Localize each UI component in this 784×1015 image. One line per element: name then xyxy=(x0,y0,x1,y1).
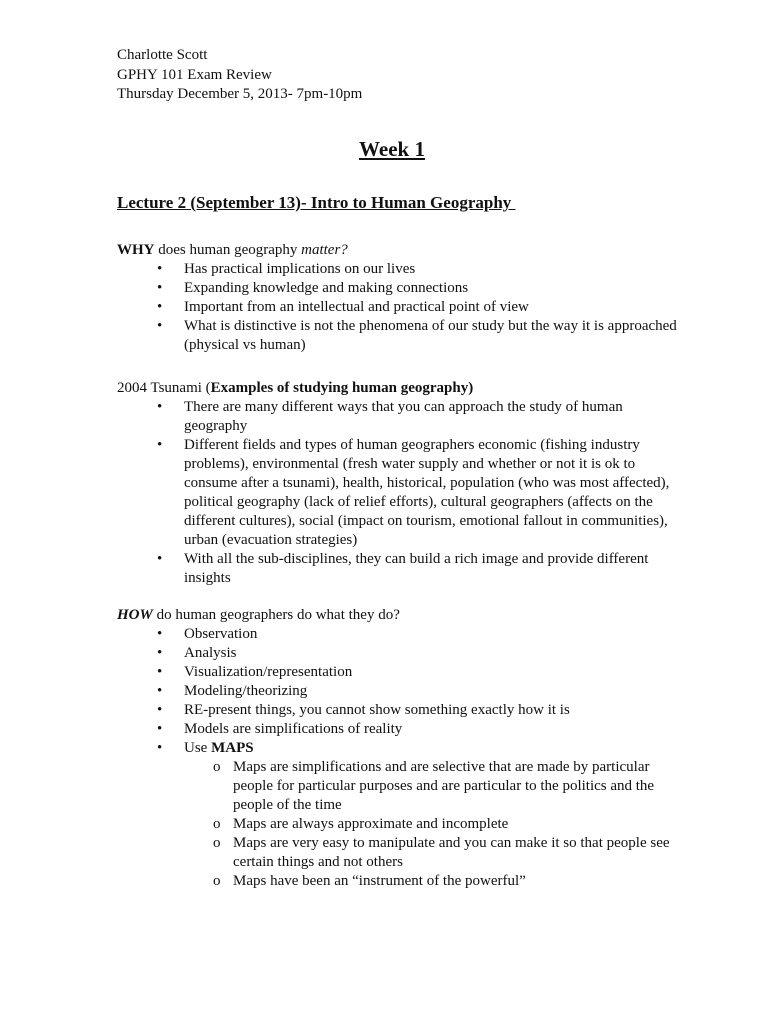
how-heading: HOW do human geographers do what they do? xyxy=(117,607,400,623)
list-item: • Use MAPS o Maps are simplifications and are selective that are made by particular people for particular purposes and are particular to the politics and the people of the time o Maps are always approximate and incomplete o Maps are very easy to manipulate and you can make it so that people see certain things and not others o Maps have been an “instrument of the powerful” xyxy=(117,739,677,891)
list-item: • With all the sub-disciplines, they can build a rich image and provide different insights xyxy=(157,551,649,586)
bullet-icon: • xyxy=(157,551,163,567)
list-item: • Different fields and types of human geographers economic (fishing industry problems), environmental (fresh water supply and whether or not it is ok to consume after a tsunami), health, historical, population (who was most affected), political geography (lack of relief efforts), cultural geographers (affects on the different cultures), social (impact on tourism, emotional fallout in communities), urban (evacuation strategies) xyxy=(157,437,670,548)
hollow-bullet-icon: o xyxy=(213,835,221,851)
list-item: • Modeling/theorizing xyxy=(157,683,308,699)
bullet-icon: • xyxy=(157,318,163,334)
sub-list-item: o Maps are simplifications and are selective that are made by particular people for particular purposes and are particular to the politics and the people of the time xyxy=(213,759,655,813)
sub-list-item: o Maps have been an “instrument of the powerful” xyxy=(213,873,526,889)
bullet-icon: • xyxy=(157,702,163,718)
bullet-icon: • xyxy=(157,740,163,756)
author-name: Charlotte Scott xyxy=(117,47,208,63)
why-heading: WHY does human geography matter? xyxy=(117,242,348,258)
tsunami-section xyxy=(117,379,677,588)
course-title: GPHY 101 Exam Review xyxy=(117,66,272,83)
maps-sublist xyxy=(184,758,677,891)
bullet-icon: • xyxy=(157,399,163,415)
list-item: • Analysis xyxy=(157,645,237,661)
list-item: • Observation xyxy=(157,626,258,642)
bullet-icon: • xyxy=(157,261,163,277)
list-item: • Important from an intellectual and practical point of view xyxy=(157,299,529,315)
bullet-icon: • xyxy=(157,683,163,699)
list-item: • Visualization/representation xyxy=(157,664,353,680)
lecture-title: Lecture 2 (September 13)- Intro to Human Geography xyxy=(117,193,516,212)
sub-list-item: o Maps are very easy to manipulate and you can make it so that people see certain things and not others xyxy=(213,835,670,870)
bullet-icon: • xyxy=(157,721,163,737)
sub-list-item: o Maps are always approximate and incomplete xyxy=(213,816,509,832)
list-item: • Expanding knowledge and making connections xyxy=(157,280,469,296)
bullet-icon: • xyxy=(157,299,163,315)
bullet-icon: • xyxy=(157,626,163,642)
why-section xyxy=(117,241,677,355)
review-date: Thursday December 5, 2013- 7pm-10pm xyxy=(117,86,363,102)
document-header xyxy=(117,46,362,105)
how-section xyxy=(117,606,677,891)
week-title: Week 1 xyxy=(359,137,425,161)
bullet-icon: • xyxy=(157,437,163,453)
list-item: • RE-present things, you cannot show something exactly how it is xyxy=(157,702,570,718)
hollow-bullet-icon: o xyxy=(213,873,221,889)
list-item: • Models are simplifications of reality xyxy=(157,721,403,737)
why-list xyxy=(117,260,677,355)
bullet-icon: • xyxy=(157,645,163,661)
tsunami-list xyxy=(117,398,677,588)
tsunami-heading: 2004 Tsunami (Examples of studying human geography) xyxy=(117,380,474,396)
bullet-icon: • xyxy=(157,280,163,296)
list-item: • What is distinctive is not the phenomena of our study but the way it is approached (physical vs human) xyxy=(157,318,677,353)
hollow-bullet-icon: o xyxy=(213,816,221,832)
list-item: • Has practical implications on our lives xyxy=(157,261,416,277)
list-item: • There are many different ways that you can approach the study of human geography xyxy=(157,399,623,434)
hollow-bullet-icon: o xyxy=(213,759,221,775)
bullet-icon: • xyxy=(157,664,163,680)
how-list xyxy=(117,625,677,891)
